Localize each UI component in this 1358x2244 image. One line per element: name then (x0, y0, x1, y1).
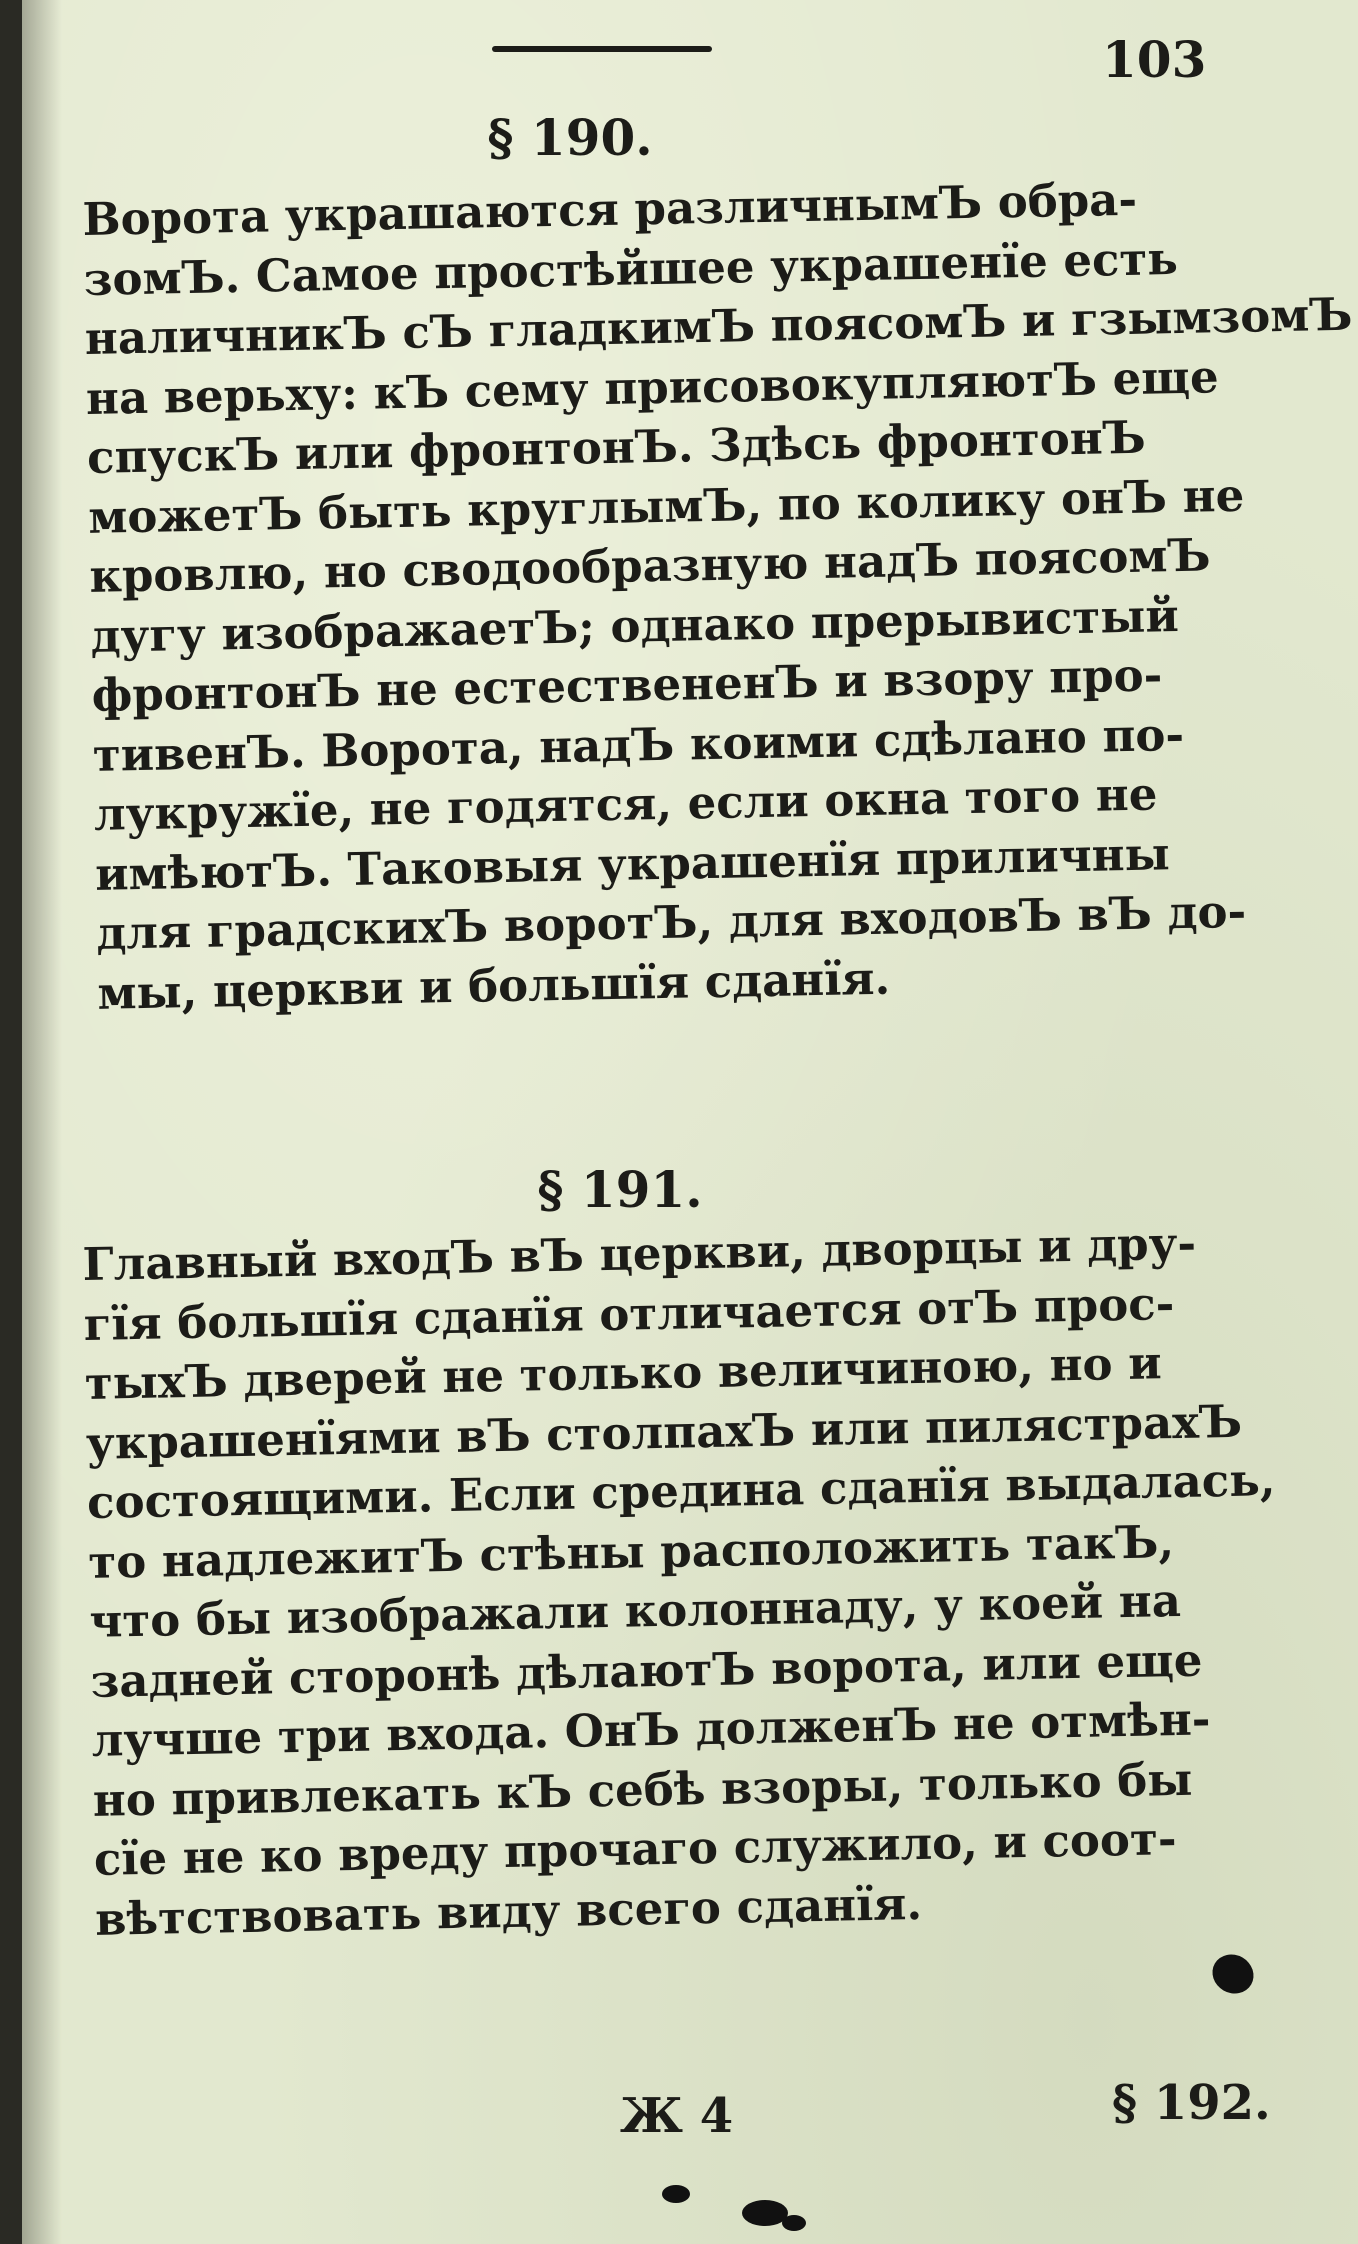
text-line: лукружїе, не годятся, если окна того не (93, 767, 1158, 841)
text-line: наличникЪ сЪ гладкимЪ поясомЪ и гзымзомЪ (84, 287, 1353, 365)
text-line: зомЪ. Самое простѣйшее украшенїе есть (83, 231, 1179, 306)
signature-mark: Ж 4 (620, 2088, 734, 2144)
text-line: тивенЪ. Ворота, надЪ коими сдѣлано по- (92, 707, 1185, 782)
catchword: § 192. (1112, 2075, 1271, 2131)
section-heading-191: § 191. (537, 1160, 703, 1219)
text-line: что бы изображали колоннаду, у коей на (88, 1573, 1182, 1648)
ink-blot (1205, 1947, 1260, 2001)
text-line: вѣтствовать виду всего сданїя. (94, 1876, 923, 1946)
section-heading-190: § 190. (487, 108, 653, 167)
paragraph-190 (82, 167, 1353, 1022)
text-line: но привлекать кЪ себѣ взоры, только бы (92, 1752, 1193, 1827)
text-line: гїя большїя сданїя отличается отЪ прос- (83, 1276, 1175, 1351)
text-line: лучше три входа. ОнЪ долженЪ не отмѣн- (91, 1692, 1211, 1767)
book-page (22, 0, 1358, 2244)
text-line: кровлю, но сводообразную надЪ поясомЪ (88, 528, 1211, 603)
text-line: мы, церкви и большїя сданїя. (96, 951, 891, 1020)
page-number: 103 (1102, 30, 1207, 89)
text-line: фронтонЪ не естествененЪ и взору про- (91, 648, 1163, 722)
ink-blot (782, 2215, 806, 2231)
text-line: дугу изображаетЪ; однако прерывистый (90, 588, 1180, 663)
binding-shadow (22, 0, 62, 2244)
ink-blot (662, 2185, 690, 2203)
text-line: украшенїями вЪ столпахЪ или пилястрахЪ (85, 1394, 1243, 1470)
text-line: состоящими. Если средина сданїя выдалась, (86, 1453, 1276, 1529)
text-line: на верьху: кЪ сему присовокупляютЪ еще (85, 349, 1220, 425)
header-rule (492, 46, 712, 52)
text-line: имѣютЪ. Таковыя украшенїя приличны (94, 826, 1171, 901)
paragraph-191 (82, 1212, 1275, 1949)
text-line: можетЪ быть круглымЪ, по колику онЪ не (87, 468, 1245, 544)
text-line: спускЪ или фронтонЪ. Здѣсь фронтонЪ (86, 410, 1147, 484)
text-line: для градскихЪ воротЪ, для входовЪ вЪ до- (95, 884, 1247, 960)
text-line: сїе не ко вреду прочаго служило, и соот- (93, 1812, 1177, 1886)
text-line: задней сторонѣ дѣлаютЪ ворота, или еще (90, 1633, 1203, 1708)
text-line: Главный входЪ вЪ церкви, дворцы и дру- (82, 1216, 1197, 1291)
text-line: Ворота украшаются различнымЪ обра- (82, 172, 1138, 246)
text-line: тыхЪ дверей не только величиною, но и (84, 1336, 1163, 1410)
text-line: то надлежитЪ стѣны расположить такЪ, (87, 1514, 1175, 1589)
